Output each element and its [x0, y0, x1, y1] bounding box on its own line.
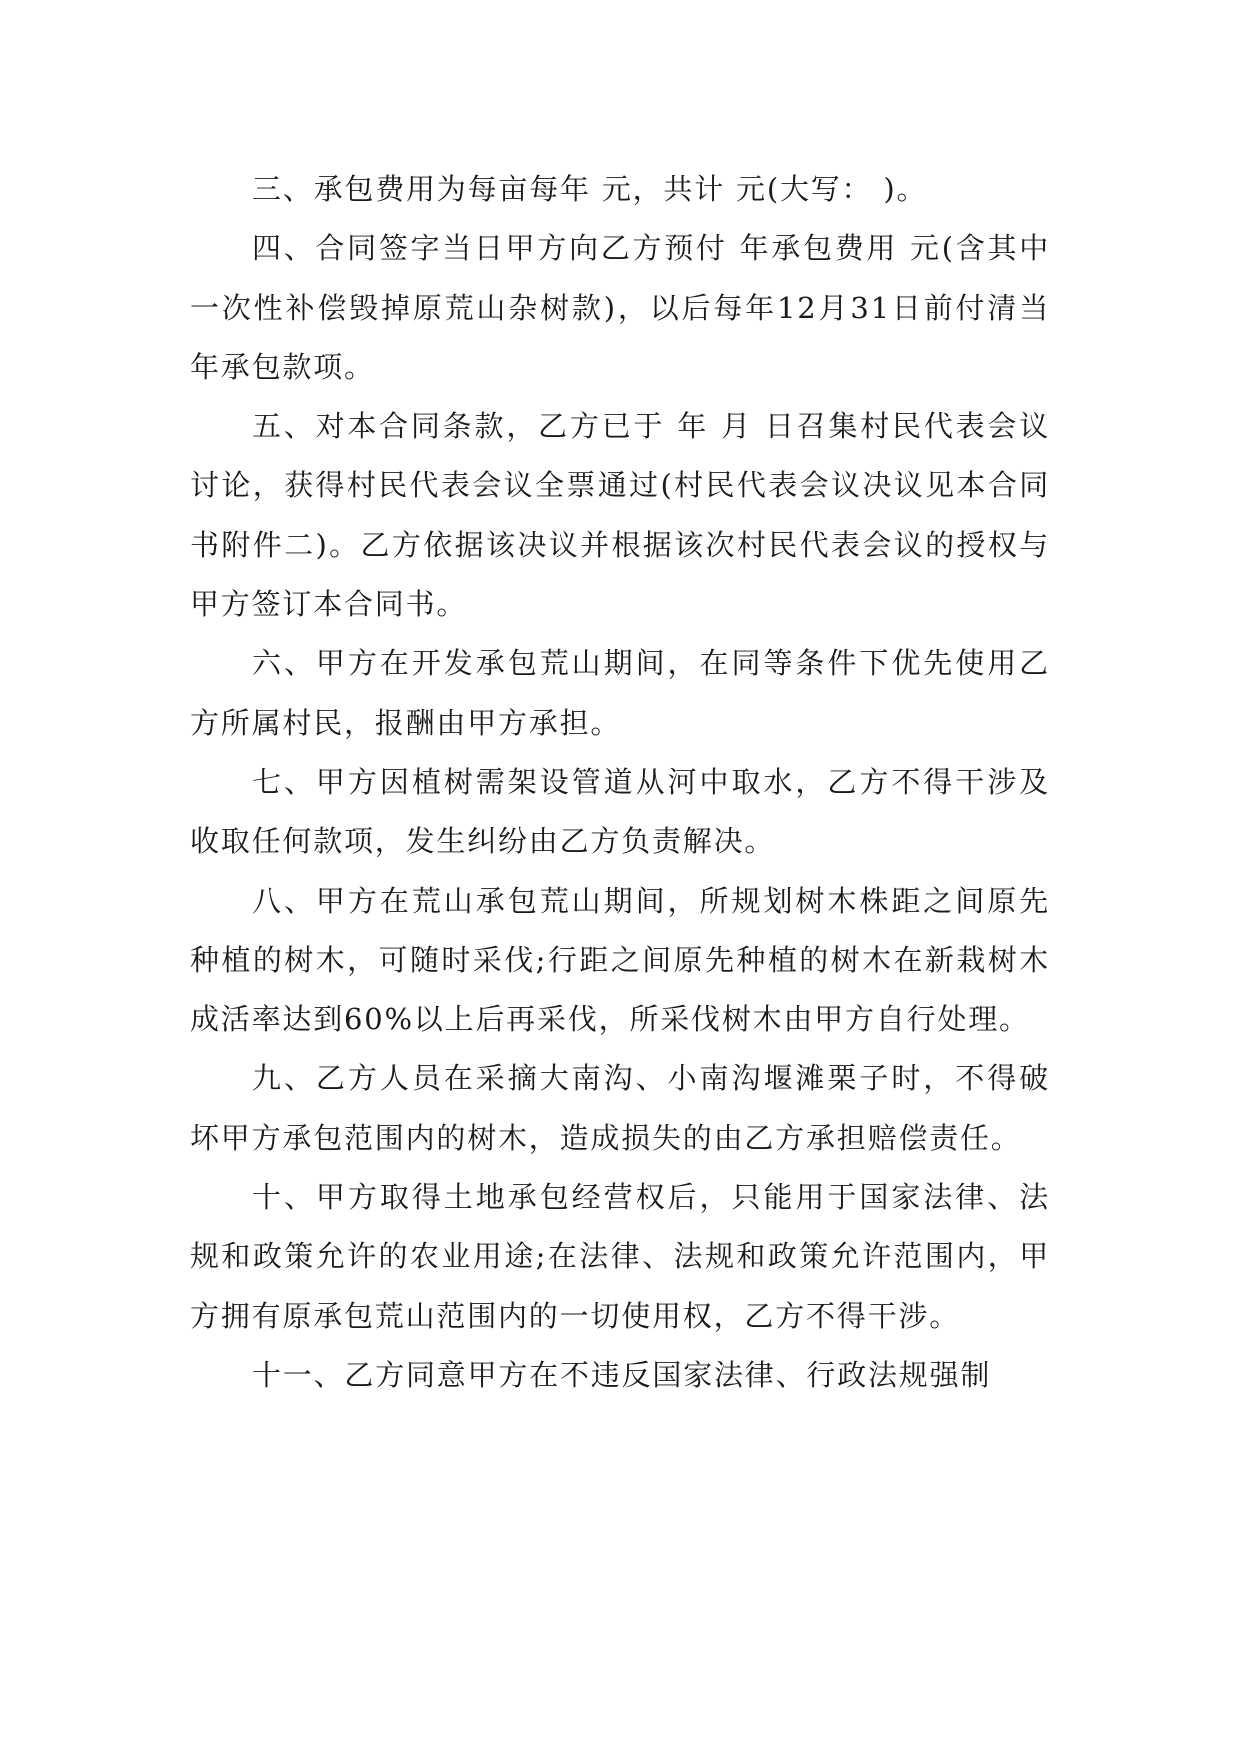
clause-10-land-use: 十、甲方取得土地承包经营权后，只能用于国家法律、法规和政策允许的农业用途;在法律、法规和政策允许范围内，甲方拥有原承包荒山范围内的一切使用权，乙方不得干涉。 — [190, 1180, 1050, 1333]
clause-7-water-pipeline: 七、甲方因植树需架设管道从河中取水，乙方不得干涉及收取任何款项，发生纠纷由乙方负责解决。 — [190, 764, 1050, 859]
clause-3-fee: 三、承包费用为每亩每年 元，共计 元(大写： )。 — [252, 172, 928, 206]
contract-body — [190, 160, 1050, 1405]
clause-11-consent: 十一、乙方同意甲方在不违反国家法律、行政法规强制 — [252, 1357, 992, 1392]
clause-6-hiring-priority: 六、甲方在开发承包荒山期间，在同等条件下优先使用乙方所属村民，报酬由甲方承担。 — [190, 646, 1050, 740]
clause-8-tree-felling: 八、甲方在荒山承包荒山期间，所规划树木株距之间原先种植的树木，可随时采伐;行距之间原先种植的树木在新栽树木成活率达到60%以上后再采伐，所采伐树木由甲方自行处理。 — [190, 883, 1050, 1037]
clause-9-chestnut-picking: 九、乙方人员在采摘大南沟、小南沟堰滩栗子时，不得破坏甲方承包范围内的树木，造成损失的由乙方承担赔偿责任。 — [190, 1061, 1050, 1155]
clause-4-prepayment: 四、合同签字当日甲方向乙方预付 年承包费用 元(含其中一次性补偿毁掉原荒山杂树款)，以后每年12月31日前付清当年承包款项。 — [190, 231, 1050, 384]
clause-5-villager-approval: 五、对本合同条款，乙方已于 年 月 日召集村民代表会议讨论，获得村民代表会议全票通过(村民代表会议决议见本合同书附件二)。乙方依据该决议并根据该次村民代表会议的授权与甲方签订本合同书。 — [190, 409, 1050, 622]
